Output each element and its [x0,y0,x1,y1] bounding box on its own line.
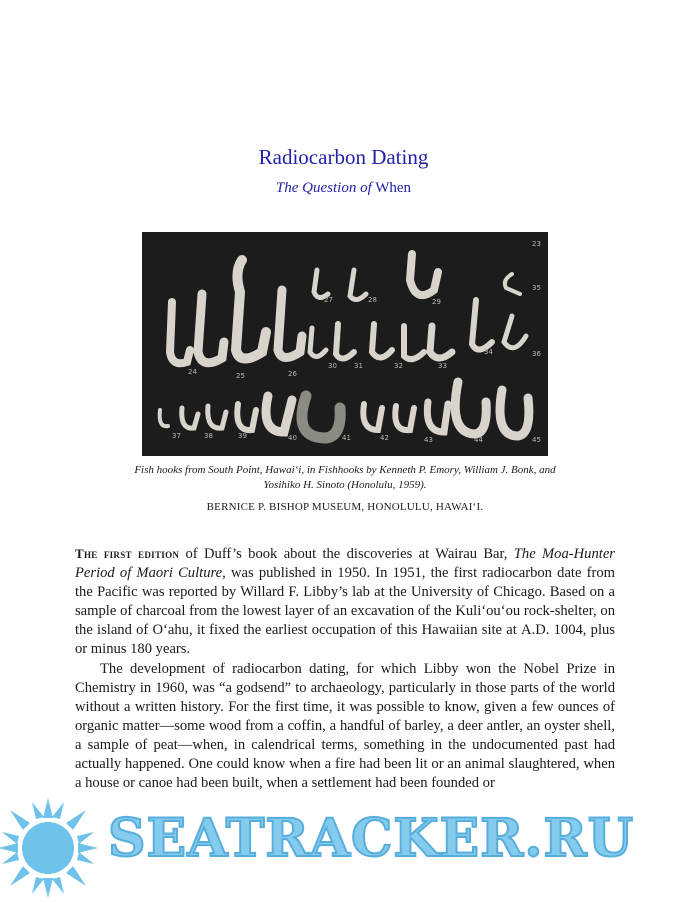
book-title: The Moa-Hunter Period of Maori Culture, [75,546,615,582]
hook-label: 24 [188,368,197,376]
text-run: 1004, plus or minus 180 years. [75,622,615,658]
paragraph: The development of radiocarbon dating, for which Libby won the Nobel Prize in Chemistry in 1960, was “a godsend” to archaeology, particularly in those parts of the world without a written history. For the first time, it was possible to know, given a few ounces of organic matter—some wood from a coffin, a handful of barley, a deer antler, an oyster shell, a sample of peat—when, in calendrical terms, something in the undocumented past had actually happened. One could know when a fire had been lit or an animal slaughtered, when a house or canoe had been built, when a settlement had been founded or [75,660,615,792]
hook-label: 33 [438,362,447,370]
hook-label: 44 [474,436,483,444]
hook-label: 26 [288,370,297,378]
hook-label: 42 [380,434,389,442]
era-abbrev: A.D. [521,622,550,639]
hook-label: 43 [424,436,433,444]
hook-label: 39 [238,432,247,440]
fish-hooks-illustration [142,232,548,456]
figure-caption: Fish hooks from South Point, Hawai‘i, in Fishhooks by Kenneth P. Emory, William J. Bonk, and Yosihiko H. Sinoto (Honolulu, 1959). [134,464,556,491]
hook-label: 32 [394,362,403,370]
subtitle-plain: When [371,180,412,196]
chapter-subtitle [0,180,687,197]
text-run: was published in 1950. In 1951, the first radiocarbon date from the Pacific was reported by Willard F. Libby’s lab at the University of Chicago. Based on a sample of charcoal from the lowest layer of an excavation of the Kuli‘ou‘ou rock-shelter, on the island of O‘ahu, it fixed the earliest occupation of this Hawaiian site at [75,565,615,639]
hook-label: 41 [342,434,351,442]
paragraph-lead: The first edition [75,546,180,561]
paragraph [75,544,615,660]
hook-label: 28 [368,296,377,304]
hook-label: 31 [354,362,363,370]
text-run: of Duff’s book about the discoveries at Wairau Bar, [179,546,514,562]
subtitle-italic: The Question of [275,180,372,196]
fish-hooks-photo [142,232,548,456]
hook-label: 29 [432,298,441,306]
hook-label: 35 [532,284,541,292]
body-text [75,544,615,812]
hook-label: 30 [328,362,337,370]
hook-label: 45 [532,436,541,444]
hook-label: 36 [532,350,541,358]
watermark-text: SEATRACKER.RU [108,808,635,869]
hook-label: 34 [484,348,493,356]
hook-label: 27 [324,296,333,304]
figure-credit: BERNICE P. BISHOP MUSEUM, HONOLULU, HAWAI‘I. [206,501,484,513]
chapter-title: Radiocarbon Dating [258,145,429,169]
hook-label: 25 [236,372,245,380]
hook-label: 23 [532,240,541,248]
hook-label: 40 [288,434,297,442]
hook-label: 37 [172,432,181,440]
hook-label: 38 [204,432,213,440]
